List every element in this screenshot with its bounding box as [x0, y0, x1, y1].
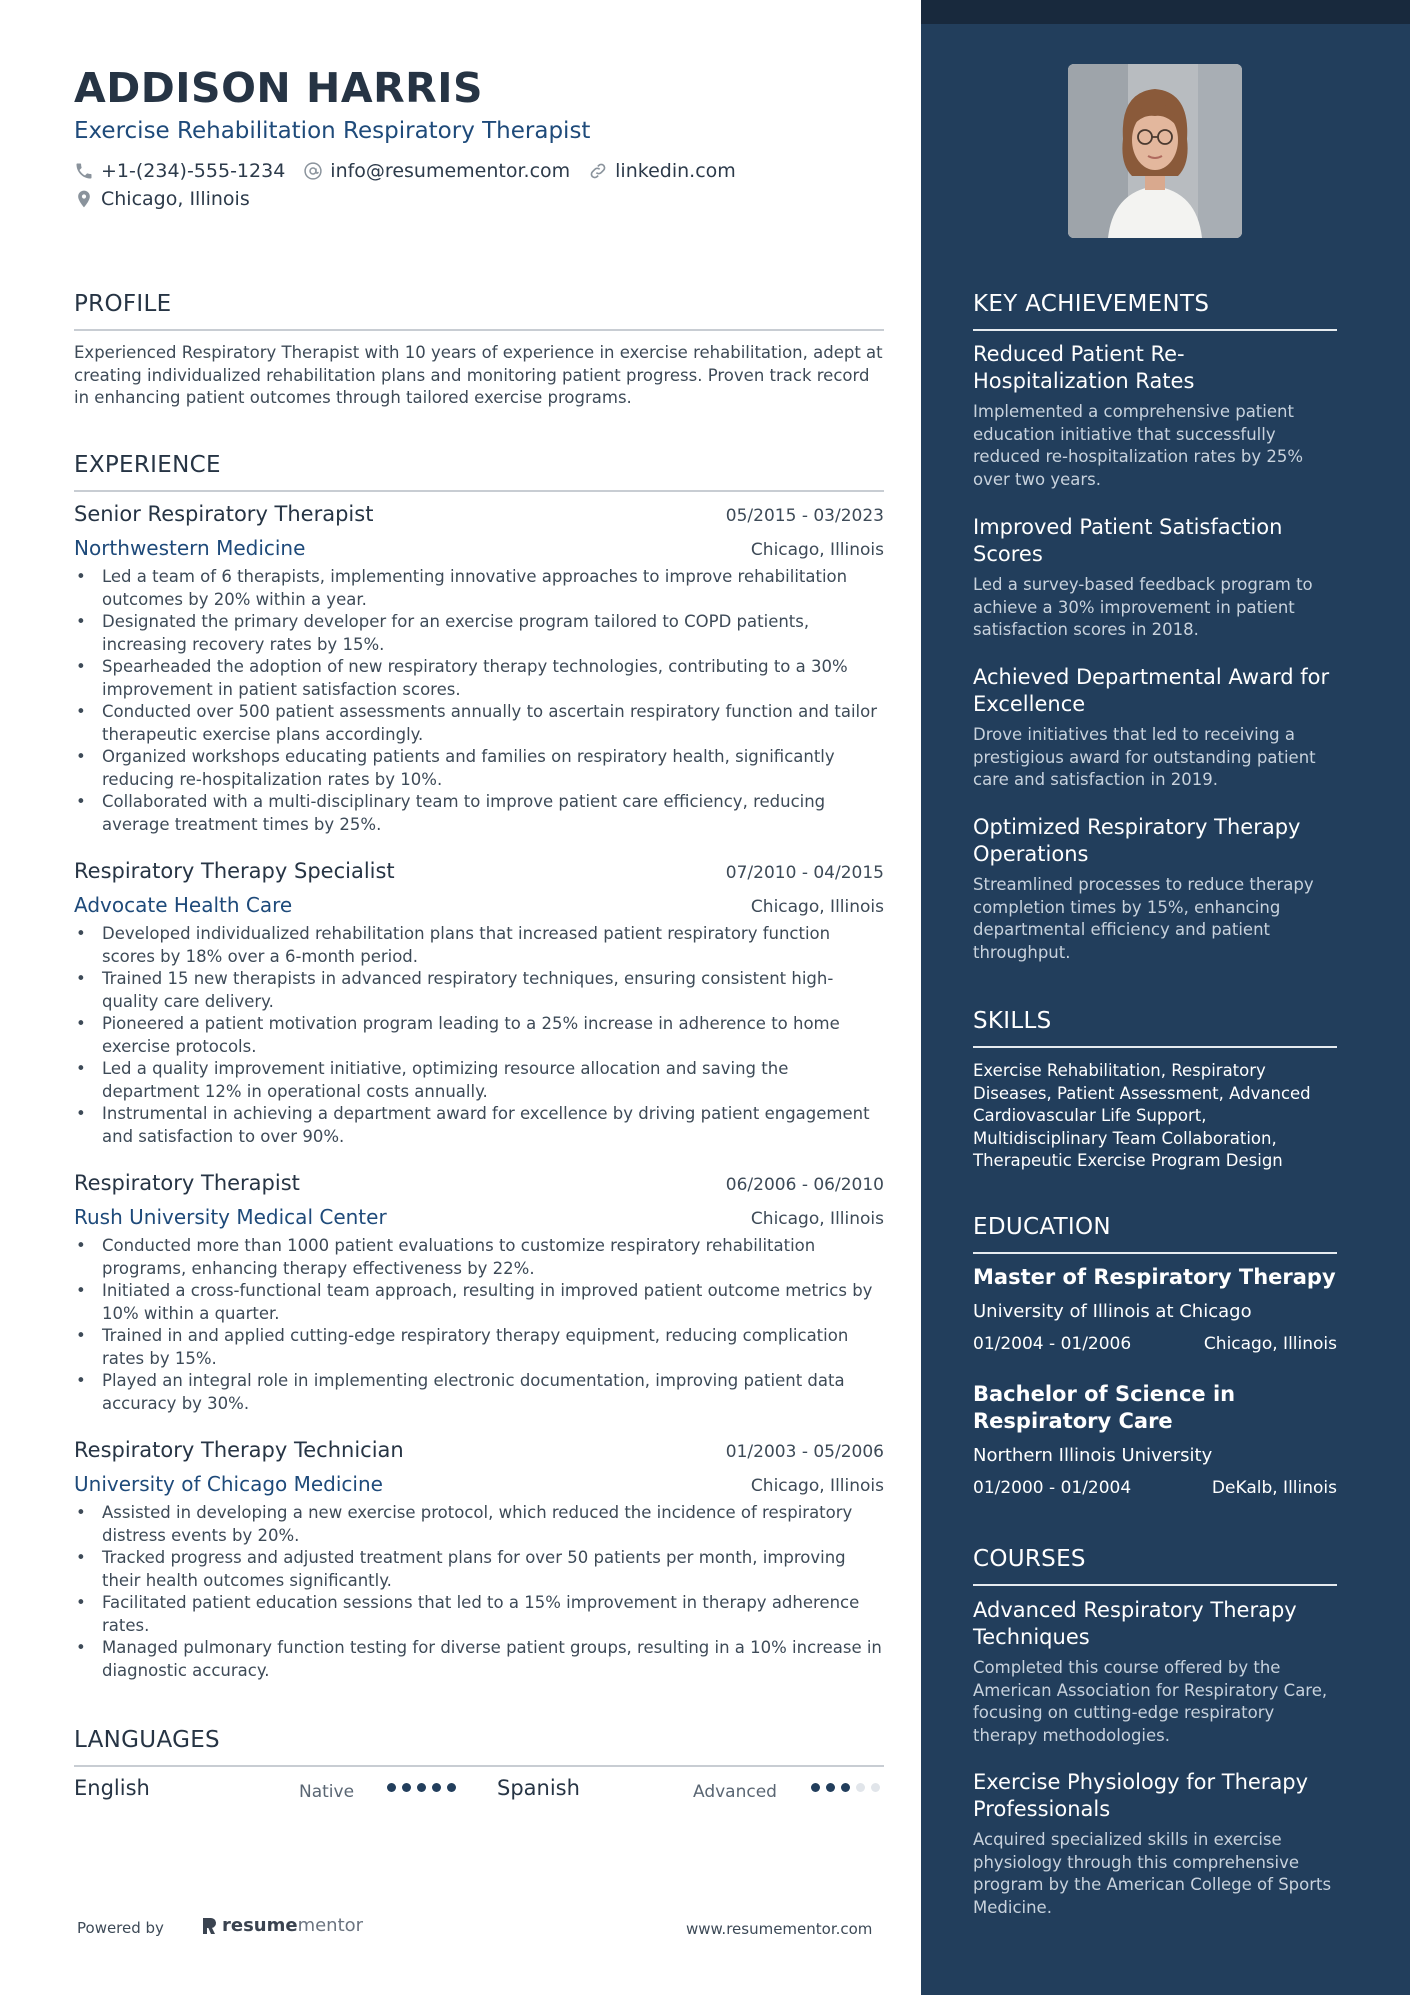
course-title: Exercise Physiology for Therapy Professionals: [973, 1770, 1309, 1821]
language-name: Spanish: [497, 1776, 580, 1800]
bullet-item: • Played an integral role in implementing electronic documentation, improving patient data accuracy by 30%.: [76, 1371, 845, 1413]
course-desc: Completed this course offered by the American Association for Respiratory Care, focusing on cutting-edge respiratory therapy methodologies.: [973, 1658, 1328, 1745]
location-text: Chicago, Illinois: [101, 188, 250, 210]
bullet-item: • Organized workshops educating patients and families on respiratory health, significantly reducing re-hospitalization rates by 10%.: [76, 747, 835, 789]
job-company: Northwestern Medicine: [74, 536, 306, 560]
linkedin-contact[interactable]: [588, 160, 736, 182]
candidate-name: ADDISON HARRIS: [74, 64, 483, 112]
bullet-item: • Led a team of 6 therapists, implementing innovative approaches to improve rehabilitation outcomes by 20% within a year.: [76, 567, 848, 609]
edu-dates: 01/2000 - 01/2004: [973, 1478, 1132, 1498]
job-location: Chicago, Illinois: [750, 897, 884, 917]
job-bullets: [74, 923, 884, 1148]
brand-logo[interactable]: [200, 1915, 363, 1936]
language-rating: [387, 1783, 462, 1792]
achievement-title: Optimized Respiratory Therapy Operations: [973, 815, 1301, 866]
sidebar-column: [921, 0, 1410, 1995]
achievement-item: [973, 664, 1337, 792]
job-company: Advocate Health Care: [74, 893, 293, 917]
email-text: info@resumementor.com: [330, 160, 571, 182]
bullet-item: • Instrumental in achieving a department award for excellence by driving patient engagement and satisfaction to over 90%.: [76, 1104, 870, 1146]
course-desc: Acquired specialized skills in exercise physiology through this comprehensive program by the American College of Sports Medicine.: [973, 1830, 1332, 1917]
bullet-item: • Developed individualized rehabilitation plans that increased patient respiratory function scores by 18% over a 6-month period.: [76, 924, 831, 966]
rating-dot-filled: [811, 1783, 820, 1792]
phone-text: +1-(234)-555-1234: [101, 160, 286, 182]
job-dates: 05/2015 - 03/2023: [725, 506, 884, 526]
rating-dot-empty: [856, 1783, 865, 1792]
phone-contact[interactable]: [74, 160, 285, 182]
job-location: Chicago, Illinois: [750, 540, 884, 560]
job-dates: 01/2003 - 05/2006: [725, 1442, 884, 1462]
achievement-title: Achieved Departmental Award for Excellence: [973, 665, 1330, 716]
job-title: Exercise Rehabilitation Respiratory Therapist: [74, 118, 591, 144]
edu-school: Northern Illinois University: [973, 1445, 1213, 1466]
brand-light: mentor: [297, 1915, 364, 1936]
language-level: Advanced: [693, 1782, 777, 1802]
rating-dot-filled: [841, 1783, 850, 1792]
bullet-item: • Led a quality improvement initiative, optimizing resource allocation and saving the department 12% in operational costs annually.: [76, 1059, 789, 1101]
bullet-item: • Pioneered a patient motivation program leading to a 25% increase in adherence to home exercise protocols.: [76, 1014, 840, 1056]
powered-by-label: Powered by: [77, 1919, 164, 1937]
bullet-item: • Tracked progress and adjusted treatment plans for over 50 patients per month, improving their health outcomes significantly.: [76, 1548, 846, 1590]
job-company: Rush University Medical Center: [74, 1205, 387, 1229]
phone-icon: [74, 161, 94, 181]
profile-divider: [74, 329, 884, 331]
language-name: English: [74, 1776, 150, 1800]
bullet-item: • Trained in and applied cutting-edge respiratory therapy equipment, reducing complication rates by 15%.: [76, 1326, 849, 1368]
edu-degree: Master of Respiratory Therapy: [973, 1265, 1336, 1289]
education-item: [973, 1381, 1337, 1498]
edu-location: DeKalb, Illinois: [1211, 1478, 1337, 1498]
linkedin-text: linkedin.com: [615, 160, 736, 182]
courses-divider: [973, 1584, 1337, 1586]
job-entry: [74, 1438, 884, 1682]
link-icon: [588, 161, 608, 181]
achievement-desc: Implemented a comprehensive patient education initiative that successfully reduced re-hospitalization rates by 25% over two years.: [973, 402, 1304, 489]
bullet-item: • Managed pulmonary function testing for diverse patient groups, resulting in a 10% increase in diagnostic accuracy.: [76, 1638, 882, 1680]
resumementor-logo-icon: [200, 1916, 218, 1936]
location-contact: [74, 188, 250, 210]
job-role: Respiratory Therapist: [74, 1171, 300, 1195]
job-role: Respiratory Therapy Technician: [74, 1438, 404, 1462]
job-location: Chicago, Illinois: [750, 1209, 884, 1229]
skills-divider: [973, 1046, 1337, 1048]
at-icon: [303, 161, 323, 181]
bullet-item: • Spearheaded the adoption of new respiratory therapy technologies, contributing to a 30% improvement in patient satisfaction scores.: [76, 657, 848, 699]
edu-dates: 01/2004 - 01/2006: [973, 1334, 1132, 1354]
profile-photo: [1068, 64, 1242, 238]
course-item: [973, 1769, 1337, 1919]
course-item: [973, 1597, 1337, 1747]
contact-row: [74, 160, 754, 182]
brand-bold: resume: [222, 1915, 298, 1936]
skills-heading: SKILLS: [973, 1008, 1052, 1034]
achievements-heading: KEY ACHIEVEMENTS: [973, 291, 1210, 317]
bullet-item: • Conducted over 500 patient assessments annually to ascertain respiratory function and tailor therapeutic exercise plans accordingly.: [76, 702, 878, 744]
job-bullets: [74, 1235, 884, 1415]
achievement-title: Reduced Patient Re-Hospitalization Rates: [973, 342, 1195, 393]
job-bullets: [74, 1502, 884, 1682]
bullet-item: • Initiated a cross-functional team approach, resulting in improved patient outcome metrics by 10% within a quarter.: [76, 1281, 873, 1323]
experience-heading: EXPERIENCE: [74, 452, 221, 478]
sidebar-top-band: [921, 0, 1410, 24]
courses-heading: COURSES: [973, 1546, 1086, 1572]
rating-dot-filled: [432, 1783, 441, 1792]
bullet-item: • Designated the primary developer for an exercise program tailored to COPD patients, increasing recovery rates by 15%.: [76, 612, 810, 654]
rating-dot-filled: [447, 1783, 456, 1792]
experience-divider: [74, 490, 884, 492]
edu-degree: Bachelor of Science in Respiratory Care: [973, 1382, 1236, 1433]
job-entry: [74, 859, 884, 1148]
rating-dot-filled: [402, 1783, 411, 1792]
course-title: Advanced Respiratory Therapy Techniques: [973, 1598, 1297, 1649]
location-pin-icon: [74, 189, 94, 209]
job-entry: [74, 1171, 884, 1415]
job-company: University of Chicago Medicine: [74, 1472, 383, 1496]
edu-location: Chicago, Illinois: [1203, 1334, 1337, 1354]
education-heading: EDUCATION: [973, 1214, 1111, 1240]
bullet-item: • Conducted more than 1000 patient evaluations to customize respiratory rehabilitation programs, enhancing therapy effectiveness by 22%.: [76, 1236, 816, 1278]
achievements-divider: [973, 329, 1337, 331]
profile-summary: Experienced Respiratory Therapist with 10 years of experience in exercise rehabilitation, adept at creating individualized rehabilitation plans and monitoring patient progress. Proven track record in enhancing patient outcomes through tailored exercise programs.: [74, 343, 883, 407]
rating-dot-filled: [417, 1783, 426, 1792]
bullet-item: • Assisted in developing a new exercise protocol, which reduced the incidence of respiratory distress events by 20%.: [76, 1503, 853, 1545]
bullet-item: • Collaborated with a multi-disciplinary team to improve patient care efficiency, reducing average treatment times by 25%.: [76, 792, 826, 834]
languages-heading: LANGUAGES: [74, 1727, 220, 1753]
job-dates: 06/2006 - 06/2010: [725, 1175, 884, 1195]
location-row: [74, 188, 268, 210]
footer-url[interactable]: www.resumementor.com: [686, 1920, 873, 1938]
achievement-item: [973, 514, 1337, 642]
email-contact[interactable]: [303, 160, 570, 182]
job-location: Chicago, Illinois: [750, 1476, 884, 1496]
rating-dot-empty: [871, 1783, 880, 1792]
job-entry: [74, 502, 884, 836]
achievement-item: [973, 814, 1337, 964]
languages-divider: [74, 1765, 884, 1767]
achievement-desc: Streamlined processes to reduce therapy completion times by 15%, enhancing departmental efficiency and patient throughput.: [973, 875, 1314, 962]
bullet-item: • Facilitated patient education sessions that led to a 15% improvement in therapy adherence rates.: [76, 1593, 860, 1635]
education-divider: [973, 1252, 1337, 1254]
skills-list: Exercise Rehabilitation, Respiratory Diseases, Patient Assessment, Advanced Cardiovascular Life Support, Multidisciplinary Team Collaboration, Therapeutic Exercise Program Design: [973, 1061, 1311, 1170]
job-role: Senior Respiratory Therapist: [74, 502, 374, 526]
job-role: Respiratory Therapy Specialist: [74, 859, 395, 883]
job-dates: 07/2010 - 04/2015: [725, 863, 884, 883]
edu-school: University of Illinois at Chicago: [973, 1301, 1252, 1322]
job-bullets: [74, 566, 884, 836]
profile-heading: PROFILE: [74, 291, 172, 317]
bullet-item: • Trained 15 new therapists in advanced respiratory techniques, ensuring consistent high-quality care delivery.: [76, 969, 834, 1011]
rating-dot-filled: [826, 1783, 835, 1792]
education-item: [973, 1264, 1337, 1354]
language-rating: [811, 1783, 886, 1792]
achievement-item: [973, 341, 1337, 491]
achievement-title: Improved Patient Satisfaction Scores: [973, 515, 1283, 566]
rating-dot-filled: [387, 1783, 396, 1792]
language-level: Native: [299, 1782, 355, 1802]
portrait-image: [1068, 64, 1242, 238]
achievement-desc: Drove initiatives that led to receiving a prestigious award for outstanding patient care and satisfaction in 2019.: [973, 725, 1316, 789]
achievement-desc: Led a survey-based feedback program to achieve a 30% improvement in patient satisfaction scores in 2018.: [973, 575, 1313, 639]
